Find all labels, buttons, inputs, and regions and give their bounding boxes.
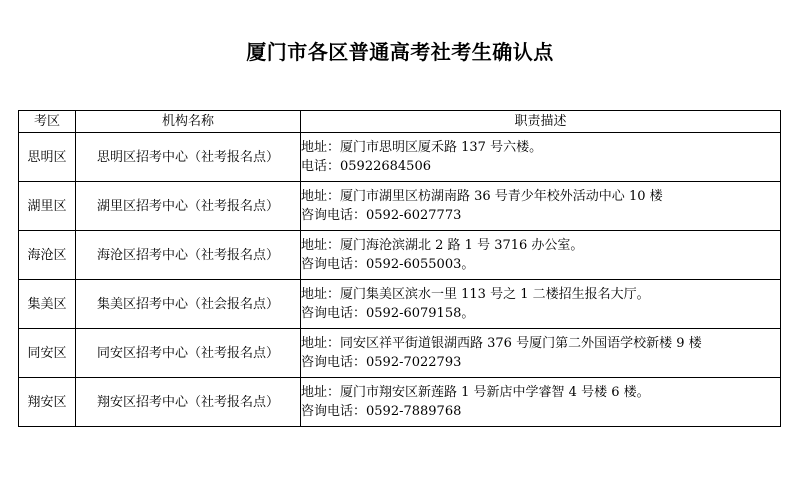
org-cell: 思明区招考中心（社考报名点） xyxy=(76,133,301,182)
table-row xyxy=(19,231,781,280)
district-cell: 湖里区 xyxy=(19,182,76,231)
district-cell: 海沧区 xyxy=(19,231,76,280)
phone-text: 咨询电话：0592-6079158。 xyxy=(301,306,475,321)
org-cell: 同安区招考中心（社考报名点） xyxy=(76,329,301,378)
description-cell xyxy=(301,182,781,231)
district-cell: 翔安区 xyxy=(19,378,76,427)
description-cell xyxy=(301,133,781,182)
table-row xyxy=(19,329,781,378)
district-cell: 思明区 xyxy=(19,133,76,182)
district-cell: 同安区 xyxy=(19,329,76,378)
address-text: 地址：厦门市湖里区枋湖南路 36 号青少年校外活动中心 10 楼 xyxy=(301,189,663,204)
district-cell: 集美区 xyxy=(19,280,76,329)
address-text: 地址：同安区祥平街道银湖西路 376 号厦门第二外国语学校新楼 9 楼 xyxy=(301,336,702,351)
phone-text: 咨询电话：0592-7022793 xyxy=(301,355,462,370)
table-row xyxy=(19,280,781,329)
header-district: 考区 xyxy=(19,111,76,133)
confirmation-points-table xyxy=(18,110,781,427)
table-row xyxy=(19,378,781,427)
header-org-name: 机构名称 xyxy=(76,111,301,133)
address-text: 地址：厦门市思明区厦禾路 137 号六楼。 xyxy=(301,140,543,155)
phone-text: 咨询电话：0592-6027773 xyxy=(301,208,462,223)
address-text: 地址：厦门集美区滨水一里 113 号之 1 二楼招生报名大厅。 xyxy=(301,287,650,302)
page-title: 厦门市各区普通高考社考生确认点 xyxy=(246,40,554,64)
address-text: 地址：厦门海沧滨湖北 2 路 1 号 3716 办公室。 xyxy=(301,238,584,253)
header-description: 职责描述 xyxy=(301,111,781,133)
phone-text: 咨询电话：0592-6055003。 xyxy=(301,257,475,272)
org-cell: 翔安区招考中心（社考报名点） xyxy=(76,378,301,427)
description-cell xyxy=(301,231,781,280)
table-header-row xyxy=(19,111,781,133)
description-cell xyxy=(301,280,781,329)
phone-text: 电话：05922684506 xyxy=(301,159,431,174)
org-cell: 海沧区招考中心（社考报名点） xyxy=(76,231,301,280)
phone-text: 咨询电话：0592-7889768 xyxy=(301,404,462,419)
description-cell xyxy=(301,329,781,378)
description-cell xyxy=(301,378,781,427)
org-cell: 湖里区招考中心（社考报名点） xyxy=(76,182,301,231)
org-cell: 集美区招考中心（社会报名点） xyxy=(76,280,301,329)
address-text: 地址：厦门市翔安区新莲路 1 号新店中学睿智 4 号楼 6 楼。 xyxy=(301,385,650,400)
table-row xyxy=(19,133,781,182)
table-row xyxy=(19,182,781,231)
